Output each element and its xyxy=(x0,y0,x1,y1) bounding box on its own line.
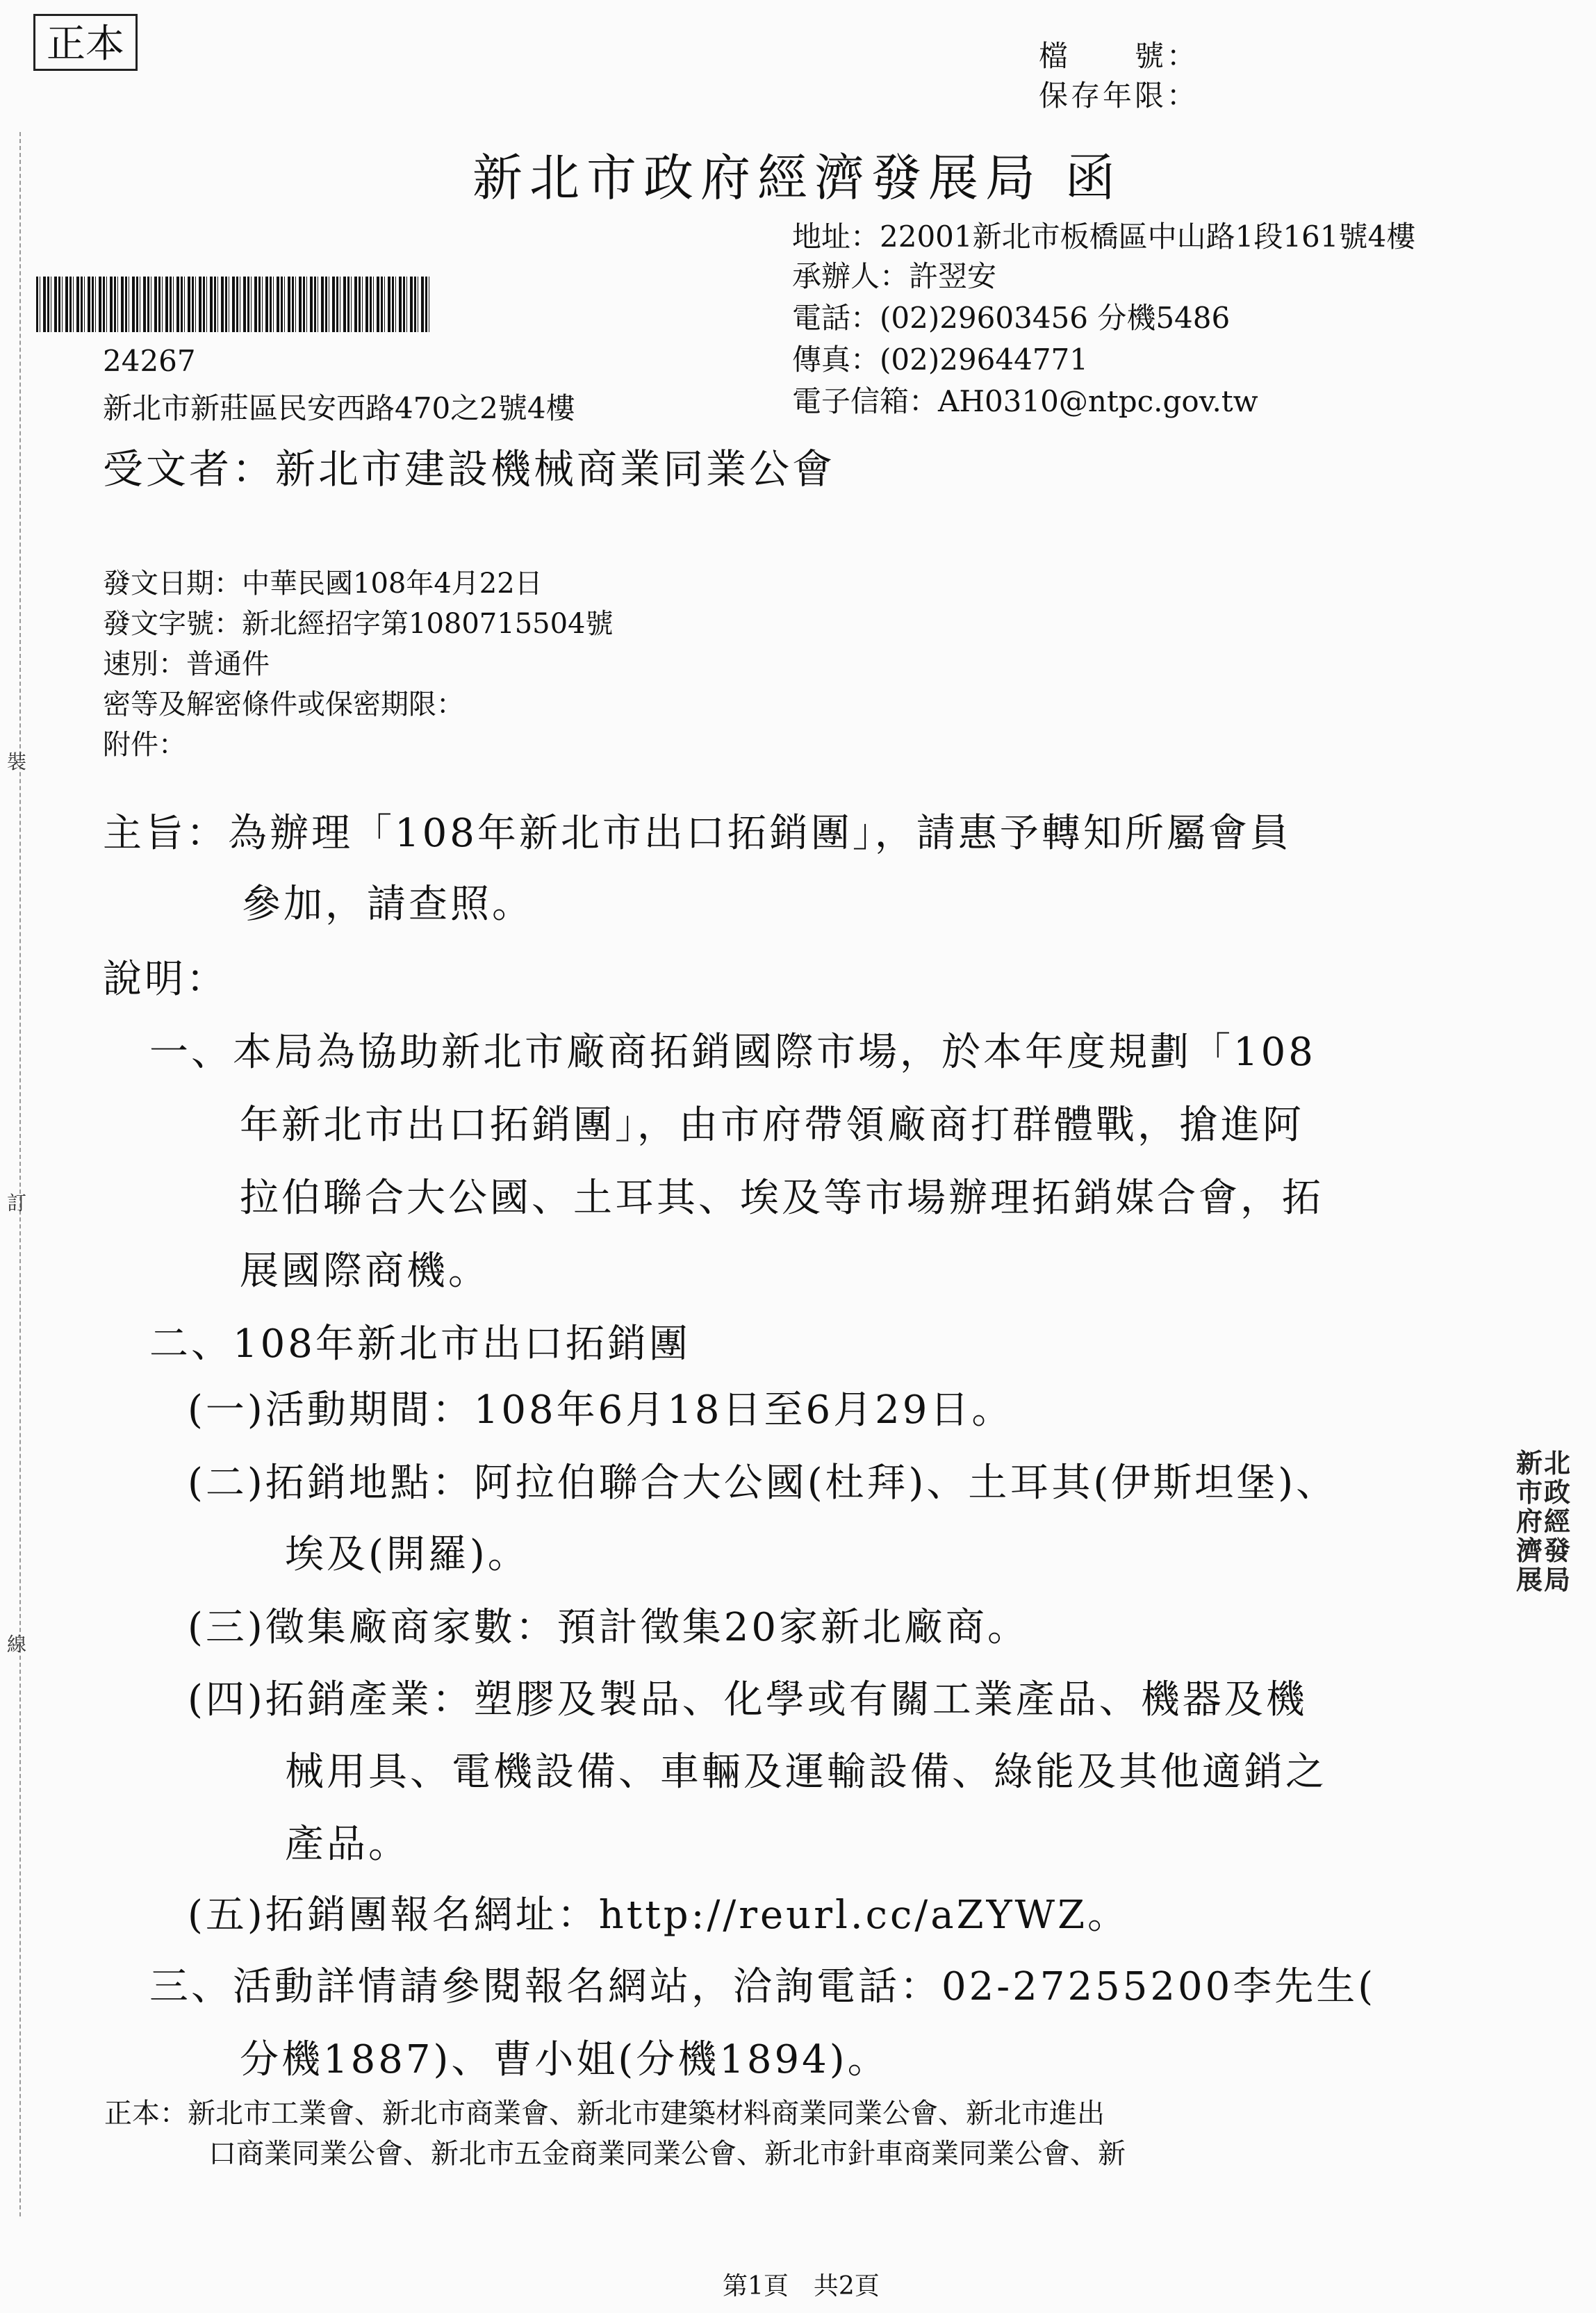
attachment-label: 附件： xyxy=(103,729,186,761)
item2-industries-line-2: 械用具、電機設備、車輛及運輸設備、綠能及其他適銷之 xyxy=(285,1750,1327,1795)
document-number: 發文字號：新北經招字第1080715504號 xyxy=(103,608,614,640)
delivery-speed: 速別：普通件 xyxy=(103,648,270,680)
email-address: 電子信箱：AH0310@ntpc.gov.tw xyxy=(792,384,1258,418)
subject-line-1: 主旨：為辦理「108年新北市出口拓銷團」，請惠予轉知所屬會員 xyxy=(103,811,1292,856)
item2-location-line-1: (二)拓銷地點：阿拉伯聯合大公國(杜拜)、土耳其(伊斯坦堡)、 xyxy=(188,1460,1338,1506)
item2-companies: (三)徵集廠商家數：預計徵集20家新北廠商。 xyxy=(188,1605,1029,1650)
binding-mark-top: 裝 xyxy=(7,750,27,773)
recipient: 受文者：新北市建設機械商業同業公會 xyxy=(103,445,836,493)
postal-code: 24267 xyxy=(103,344,196,378)
explanation-label: 說明： xyxy=(103,957,228,1002)
item2-industries-line-3: 產品。 xyxy=(285,1822,410,1867)
mailing-address: 新北市新莊區民安西路470之2號4樓 xyxy=(103,391,575,425)
item1-line-4: 展國際商機。 xyxy=(240,1249,490,1294)
file-number-label: 檔 號： xyxy=(1039,39,1199,73)
binding-mark-middle: 訂 xyxy=(7,1192,27,1215)
binding-mark-bottom: 線 xyxy=(7,1633,27,1656)
barcode xyxy=(36,277,432,332)
agency-address: 地址：22001新北市板橋區中山路1段161號4樓 xyxy=(792,220,1416,254)
issue-date: 發文日期：中華民國108年4月22日 xyxy=(103,568,543,600)
item1-line-3: 拉伯聯合大公國、土耳其、埃及等市場辦理拓銷媒合會，拓 xyxy=(240,1176,1324,1221)
original-copy-stamp: 正本 xyxy=(33,14,138,71)
subject-line-2: 參加，請查照。 xyxy=(242,882,534,927)
handler-name: 承辦人：許翌安 xyxy=(792,259,997,293)
copies-line-1: 正本：新北市工業會、新北市商業會、新北市建築材料商業同業公會、新北市進出 xyxy=(104,2098,1105,2130)
document-title: 新北市政府經濟發展局 函 xyxy=(472,149,1122,207)
binding-line xyxy=(19,132,21,2216)
phone-number: 電話：(02)29603456 分機5486 xyxy=(792,301,1231,335)
item1-line-2: 年新北市出口拓銷團」，由市府帶領廠商打群體戰，搶進阿 xyxy=(240,1103,1304,1148)
official-seal: 新北市政府經濟發展局 xyxy=(1516,1447,1572,1595)
fax-number: 傳真：(02)29644771 xyxy=(792,343,1088,377)
item2-industries-line-1: (四)拓銷產業：塑膠及製品、化學或有關工業產品、機器及機 xyxy=(188,1677,1308,1722)
copies-line-2: 口商業同業公會、新北市五金商業同業公會、新北市針車商業同業公會、新 xyxy=(208,2138,1126,2170)
item2-location-line-2: 埃及(開羅)。 xyxy=(285,1532,529,1577)
retention-period-label: 保存年限： xyxy=(1039,79,1199,113)
item2-heading: 二、108年新北市出口拓銷團 xyxy=(149,1322,691,1367)
item2-registration-url: (五)拓銷團報名網址：http://reurl.cc/aZYWZ。 xyxy=(188,1893,1130,1938)
item1-line-1: 一、本局為協助新北市廠商拓銷國際市場，於本年度規劃「108 xyxy=(149,1030,1316,1075)
item2-period: (一)活動期間：108年6月18日至6月29日。 xyxy=(188,1388,1014,1433)
secrecy-level: 密等及解密條件或保密期限： xyxy=(103,689,464,721)
item3-line-2: 分機1887)、曹小姐(分機1894)。 xyxy=(240,2037,889,2082)
page-number: 第1頁 共2頁 xyxy=(723,2272,880,2300)
item3-line-1: 三、活動詳情請參閱報名網站，洽詢電話：02-27255200李先生( xyxy=(149,1964,1376,2009)
